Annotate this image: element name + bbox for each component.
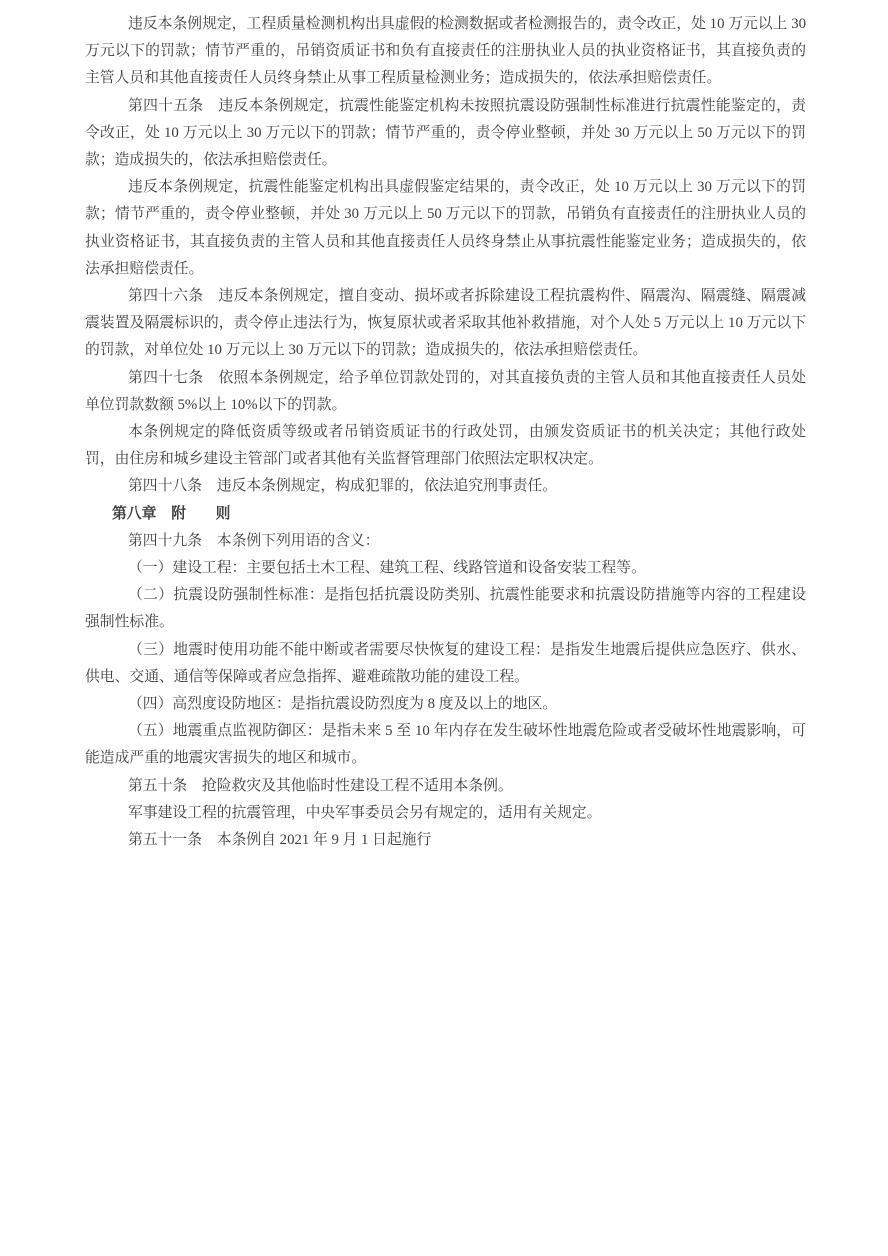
paragraph-article-46: 第四十六条 违反本条例规定，擅自变动、损坏或者拆除建设工程抗震构件、隔震沟、隔震缝、隔震减震装置及隔震标识的，责令停止违法行为，恢复原状或者采取其他补救措施，对个人处 5 万元以上 10 万元以下的罚款，对单位处 10 万元以上 30 万元以下的罚款；造成损失的，依法承担赔偿责任。 [85, 288, 806, 359]
paragraph-article-47: 第四十七条 依照本条例规定，给予单位罚款处罚的，对其直接负责的主管人员和其他直接责任人员处单位罚款数额 5%以上 10%以下的罚款。 [85, 369, 806, 413]
chapter-8-heading: 第八章 附 则 [112, 505, 231, 522]
paragraph-article-45-continuation: 违反本条例规定，抗震性能鉴定机构出具虚假鉴定结果的，责令改正，处 10 万元以上 30 万元以下的罚款；情节严重的，责令停业整顿，并处 30 万元以上 50 万元以下的罚款，吊销负有直接责任的注册执业人员的执业资格证书，其直接负责的主管人员和其他直接责任人员终身禁止从事抗震性能鉴定业务；造成损失的，依法承担赔偿责任。 [85, 179, 806, 277]
paragraph-testing-agency-penalty: 违反本条例规定，工程质量检测机构出具虚假的检测数据或者检测报告的，责令改正，处 10 万元以上 30 万元以下的罚款；情节严重的，吊销资质证书和负有直接责任的注册执业人员的执业资格证书，其直接负责的主管人员和其他直接责任人员终身禁止从事工程质量检测业务；造成损失的，依法承担赔偿责任。 [85, 16, 806, 87]
document-body [85, 11, 806, 854]
paragraph-article-47-continuation: 本条例规定的降低资质等级或者吊销资质证书的行政处罚，由颁发资质证书的机关决定；其他行政处罚，由住房和城乡建设主管部门或者其他有关监督管理部门依照法定职权决定。 [85, 424, 806, 468]
paragraph-article-48: 第四十八条 违反本条例规定，构成犯罪的，依法追究刑事责任。 [128, 478, 558, 495]
paragraph-article-50-continuation: 军事建设工程的抗震管理，中央军事委员会另有规定的，适用有关规定。 [128, 804, 602, 821]
paragraph-article-49: 第四十九条 本条例下列用语的含义： [128, 532, 380, 549]
paragraph-article-45: 第四十五条 违反本条例规定，抗震性能鉴定机构未按照抗震设防强制性标准进行抗震性能鉴定的，责令改正，处 10 万元以上 30 万元以下的罚款；情节严重的，责令停业整顿，并处 30 万元以上 50 万元以下的罚款；造成损失的，依法承担赔偿责任。 [85, 97, 806, 169]
paragraph-article-51: 第五十一条 本条例自 2021 年 9 月 1 日起施行 [128, 832, 432, 849]
paragraph-definition-2: （二）抗震设防强制性标准：是指包括抗震设防类别、抗震性能要求和抗震设防措施等内容的工程建设强制性标准。 [85, 587, 806, 631]
paragraph-definition-4: （四）高烈度设防地区：是指抗震设防烈度为 8 度及以上的地区。 [128, 696, 558, 713]
paragraph-definition-1: （一）建设工程：主要包括土木工程、建筑工程、线路管道和设备安装工程等。 [128, 560, 646, 577]
paragraph-definition-3: （三）地震时使用功能不能中断或者需要尽快恢复的建设工程：是指发生地震后提供应急医疗、供水、供电、交通、通信等保障或者应急指挥、避难疏散功能的建设工程。 [85, 641, 806, 685]
paragraph-definition-5: （五）地震重点监视防御区：是指未来 5 至 10 年内存在发生破坏性地震危险或者受破坏性地震影响，可能造成严重的地震灾害损失的地区和城市。 [85, 723, 806, 767]
paragraph-article-50: 第五十条 抢险救灾及其他临时性建设工程不适用本条例。 [128, 777, 513, 794]
